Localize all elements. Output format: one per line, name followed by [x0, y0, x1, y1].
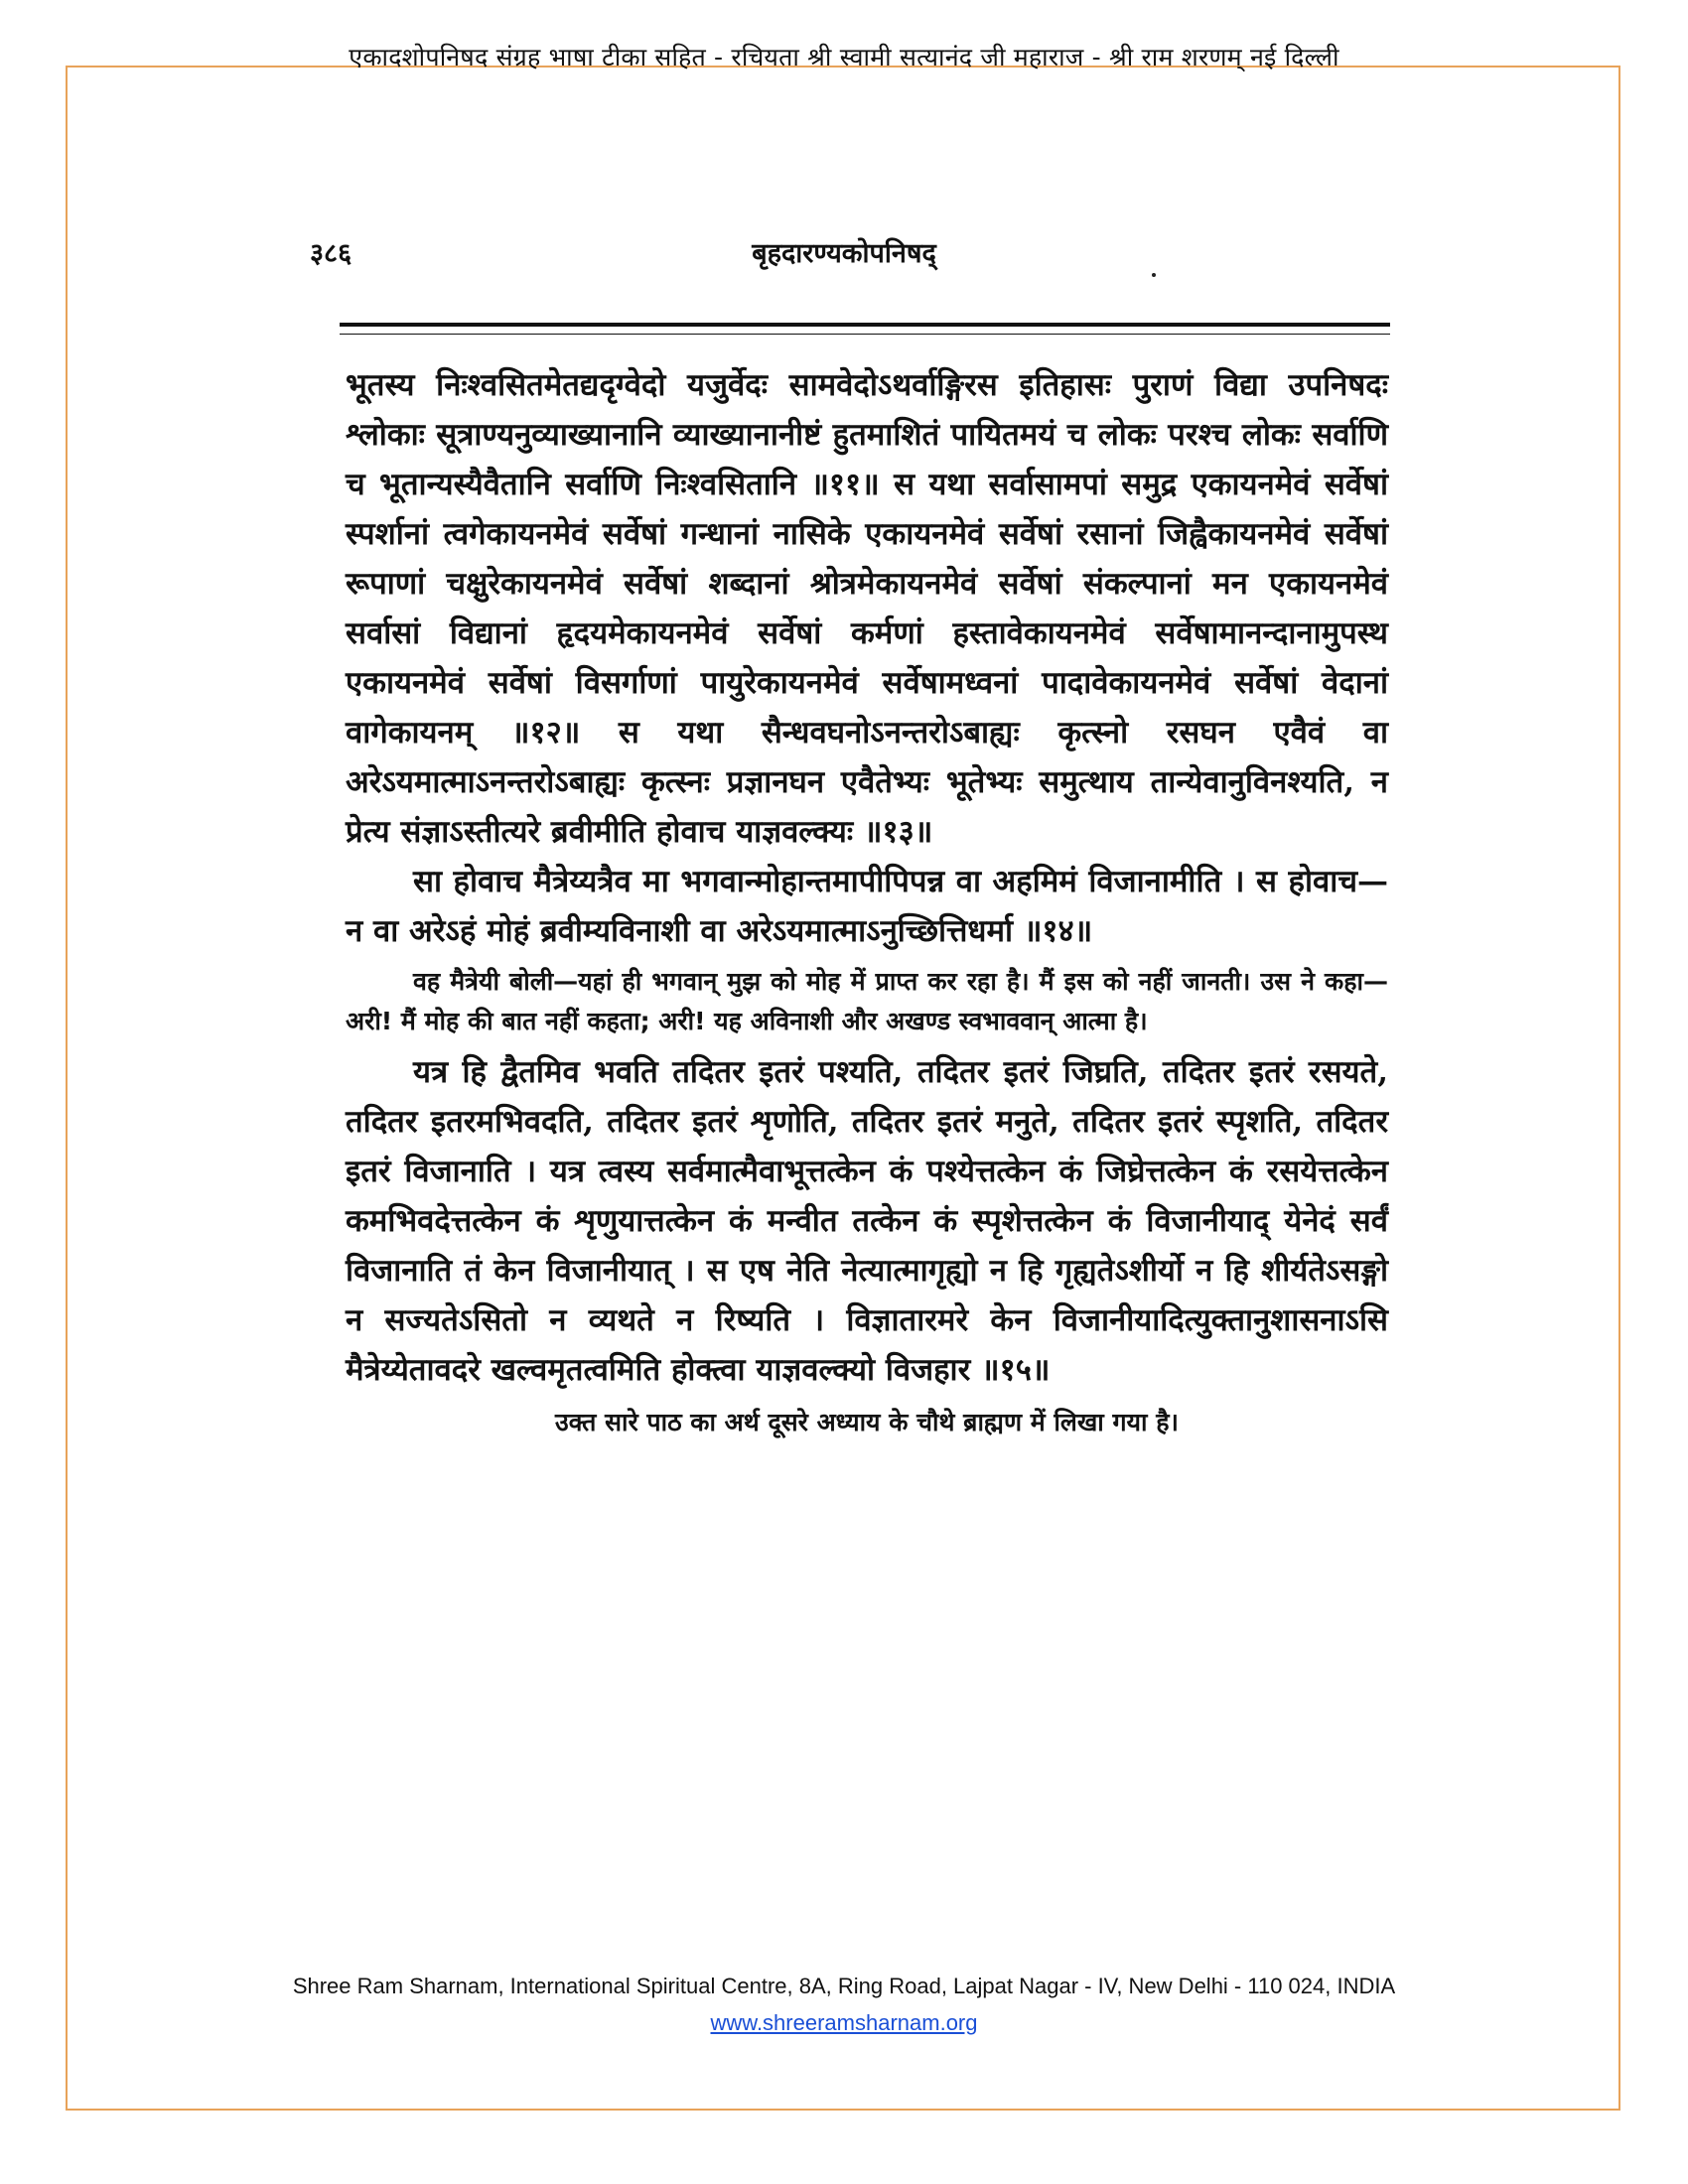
- scan-body: [346, 360, 1388, 1448]
- scan-header: [298, 233, 1390, 283]
- header-rule: [340, 323, 1390, 327]
- page-header: एकादशोपनिषद संग्रह भाषा टीका सहित - रचियता श्री स्वामी सत्यानंद जी महाराज - श्री राम शरणम् नई दिल्ली: [349, 43, 1339, 71]
- closing-note: उक्त सारे पाठ का अर्थ दूसरे अध्याय के चौथे ब्राह्मण में लिखा गया है।: [555, 1408, 1179, 1436]
- sanskrit-verse-15: यत्र हि द्वैतमिव भवति तदितर इतरं पश्यति, तदितर इतरं जिघ्रति, तदितर इतरं रसयते, तदितर इतरमभिवदति, तदितर इतरं शृणोति, तदितर इतरं मनुते, तदितर इतरं स्पृशति, तदितर इतरं विजानाति । यत्र त्वस्य सर्वमात्मैवाभूत्तत्केन कं पश्येत्तत्केन कं जिघ्रेत्तत्केन कं रसयेत्तत्केन कमभिवदेत्तत्केन कं शृणुयात्तत्केन कं मन्वीत तत्केन कं स्पृशेत्तत्केन कं विजानीयाद् येनेदं सर्वं विजानाति तं केन विजानीयात् । स एष नेति नेत्यात्मागृह्यो न हि गृह्यतेऽशीर्यो न हि शीर्यतेऽसङ्गो न सज्यतेऽसितो न व्यथते न रिष्यति । विज्ञातारमरे केन विजानीयादित्युक्तानुशासनाऽसि मैत्रेय्येतावदरे खल्वमृतत्वमिति होक्त्वा याज्ञवल्क्यो विजहार ॥१५॥: [346, 1054, 1388, 1388]
- header-rule-thin: [340, 334, 1390, 335]
- hindi-translation: वह मैत्रेयी बोली—यहां ही भगवान् मुझ को मोह में प्राप्त कर रहा है। मैं इस को नहीं जानती। उस ने कहा—अरी! मैं मोह की बात नहीं कहता; अरी! यह अविनाशी और अखण्ड स्वभाववान् आत्मा है।: [346, 967, 1388, 1035]
- scanned-page: [298, 204, 1390, 1931]
- speck-mark: [1152, 273, 1156, 277]
- running-title: बृहदारण्यकोपनिषद्: [752, 238, 936, 269]
- website-link[interactable]: www.shreeramsharnam.org: [710, 2010, 978, 2035]
- sanskrit-verses-11-13: भूतस्य निःश्वसितमेतद्यदृग्वेदो यजुर्वेदः सामवेदोऽथर्वाङ्गिरस इतिहासः पुराणं विद्या उपनिषदः श्लोकाः सूत्राण्यनुव्याख्यानानि व्याख्यानानीष्टं हुतमाशितं पायितमयं च लोकः परश्च लोकः सर्वाणि च भूतान्यस्यैवैतानि सर्वाणि निःश्वसितानि ॥११॥ स यथा सर्वासामपां समुद्र एकायनमेवं सर्वेषां स्पर्शानां त्वगेकायनमेवं सर्वेषां गन्धानां नासिके एकायनमेवं सर्वेषां रसानां जिह्वैकायनमेवं सर्वेषां रूपाणां चक्षुरेकायनमेवं सर्वेषां शब्दानां श्रोत्रमेकायनमेवं सर्वेषां संकल्पानां मन एकायनमेवं सर्वासां विद्यानां हृदयमेकायनमेवं सर्वेषां कर्मणां हस्तावेकायनमेवं सर्वेषामानन्दानामुपस्थ एकायनमेवं सर्वेषां विसर्गाणां पायुरेकायनमेवं सर्वेषामध्वनां पादावेकायनमेवं सर्वेषां वेदानां वागेकायनम् ॥१२॥ स यथा सैन्धवघनोऽनन्तरोऽबाह्यः कृत्स्नो रसघन एवैवं वा अरेऽयमात्माऽनन्तरोऽबाह्यः कृत्स्नः प्रज्ञानघन एवैतेभ्यः भूतेभ्यः समुत्थाय तान्येवानुविनश्यति, न प्रेत्य संज्ञाऽस्तीत्यरे ब्रवीमीति होवाच याज्ञवल्क्यः ॥१३॥: [346, 367, 1388, 850]
- page-number: ३८६: [310, 238, 352, 269]
- sanskrit-verse-14: सा होवाच मैत्रेय्यत्रैव मा भगवान्मोहान्तमापीपिपन्न वा अहमिमं विजानामीति । स होवाच—न वा अरेऽहं मोहं ब्रवीम्यविनाशी वा अरेऽयमात्माऽनुच्छित्तिधर्मा ॥१४॥: [346, 864, 1388, 949]
- footer-website: [0, 2010, 1688, 2036]
- footer-address: Shree Ram Sharnam, International Spiritual Centre, 8A, Ring Road, Lajpat Nagar - IV, New Delhi - 110 024, INDIA: [292, 1974, 1396, 1998]
